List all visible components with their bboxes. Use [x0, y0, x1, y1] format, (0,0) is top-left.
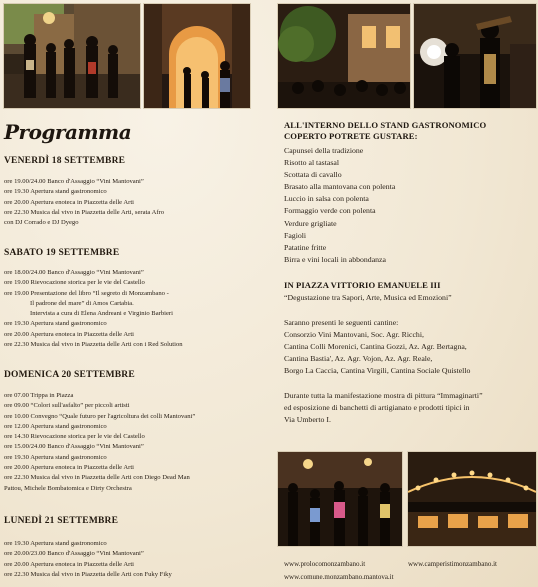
- event-line: ore 22.30 Musica dal vivo in Piazzetta delle Arti, serata Afro: [4, 208, 165, 216]
- cantine-line: Cantina Colli Morenici, Cantina Gozzi, Az. Agr. Bertagna,: [284, 342, 467, 352]
- event-line: Pattou, Michele Bombatomica e Dirty Orchestra: [4, 484, 132, 492]
- menu-item: Risotto al tastasal: [284, 158, 340, 168]
- website-comune[interactable]: www.comune.monzambano.mantova.it: [284, 573, 394, 581]
- event-line: ore 15.00/24.00 Banco d'Assaggio “Vini Mantovani”: [4, 443, 144, 451]
- menu-item: Formaggio verde con polenta: [284, 206, 376, 216]
- event-line: ore 20.00 Apertura enoteca in Piazzetta delle Arti: [4, 464, 134, 472]
- stand-heading-line-1: ALL'INTERNO DELLO STAND GASTRONOMICO: [284, 120, 487, 130]
- menu-item: Scottata di cavallo: [284, 170, 342, 180]
- event-line: ore 20.00/23.00 Banco d'Assaggio “Vini Mantovani”: [4, 550, 144, 558]
- event-line: ore 10.00 Convegno “Quale futuro per l'agricoltura dei colli Mantovani”: [4, 412, 196, 420]
- event-line: ore 07.00 Trippa in Piazza: [4, 392, 74, 399]
- photo-castle-gate-night: [143, 3, 251, 109]
- stand-heading-line-2: COPERTO POTRETE GUSTARE:: [284, 131, 418, 141]
- piazza-heading: IN PIAZZA VITTORIO EMANUELE III: [284, 280, 441, 290]
- photo-live-music: [413, 3, 537, 109]
- event-line: ore 22.30 Musica dal vivo in Piazzetta delle Arti con Fuky Fiky: [4, 570, 172, 578]
- events-domenica: [4, 391, 264, 494]
- menu-item: Fagioli: [284, 230, 307, 240]
- mostra-text: [284, 390, 483, 426]
- website-proloco[interactable]: www.prolocomonzambano.it: [284, 560, 366, 568]
- cantine-line: Borgo La Caccia, Cantina Virgili, Cantina Sociale Quistello: [284, 366, 471, 376]
- event-line: ore 19.30 Apertura stand gastronomico: [4, 188, 107, 196]
- event-line: ore 18.00/24.00 Banco d'Assaggio “Vini Mantovani”: [4, 269, 144, 276]
- event-line: ore 19.30 Apertura stand gastronomico: [4, 540, 107, 547]
- event-line: ore 09.00 “Colori sull'asfalto” per piccoli artisti: [4, 402, 130, 410]
- event-line: ore 19.30 Apertura stand gastronomico: [4, 320, 107, 328]
- day-heading-sabato: SABATO 19 SETTEMBRE: [4, 248, 120, 258]
- menu-item: Capunsei della tradizione: [284, 146, 364, 155]
- event-line: ore 20.00 Apertura enoteca in Piazzetta delle Arti: [4, 330, 134, 338]
- cantine-line: Saranno presenti le seguenti cantine:: [284, 318, 399, 327]
- menu-item: Birra e vini locali in abbondanza: [284, 254, 386, 264]
- event-line: con DJ Corrado e DJ Dyego: [4, 219, 79, 227]
- menu-item: Luccio in salsa con polenta: [284, 194, 369, 204]
- event-line: ore 19.00 Presentazione del libro “Il segreto di Monzambano -: [4, 289, 169, 297]
- day-heading-domenica: DOMENICA 20 SETTEMBRE: [4, 370, 135, 380]
- event-line: ore 19.00/24.00 Banco d'Assaggio “Vini Mantovani”: [4, 178, 144, 185]
- mostra-line: Via Umberto I.: [284, 415, 331, 425]
- events-sabato: [4, 268, 264, 350]
- event-line: ore 22.30 Musica dal vivo in Piazzetta delle Arti con Diego Dead Man: [4, 474, 190, 482]
- piazza-subtitle: “Degustazione tra Sapori, Arte, Musica ed Emozioni”: [284, 293, 452, 302]
- stand-heading: [284, 120, 486, 142]
- photo-medieval-parade: [3, 3, 141, 109]
- mostra-line: ed esposizione di banchetti di artigianato e prodotti tipici in: [284, 403, 470, 413]
- cantine-line: Consorzio Vini Mantovani, Soc. Agr. Ricchi,: [284, 330, 424, 340]
- stand-menu-list: [284, 145, 395, 266]
- menu-item: Patatine fritte: [284, 242, 327, 252]
- events-venerdi: [4, 177, 264, 228]
- photo-castle-tree-crowd: [277, 3, 411, 109]
- event-line: ore 14.30 Rievocazione storica per le vie del Castello: [4, 433, 145, 441]
- mostra-line: Durante tutta la manifestazione mostra di pittura “Immaginarti”: [284, 391, 483, 400]
- event-line: Intervista a cura di Elena Andreani e Virginio Barbieri: [30, 310, 173, 318]
- day-heading-venerdi: VENERDÌ 18 SETTEMBRE: [4, 156, 126, 166]
- menu-item: Brasato alla mantovana con polenta: [284, 182, 396, 192]
- event-line: ore 19.00 Rievocazione storica per le vie del Castello: [4, 279, 145, 287]
- cantine-line: Cantina Bastia', Az. Agr. Vojon, Az. Agr. Reale,: [284, 354, 433, 364]
- day-heading-lunedi: LUNEDÌ 21 SETTEMBRE: [4, 516, 119, 526]
- photo-dancing-crowd: [277, 451, 403, 547]
- website-camperisti[interactable]: www.camperistimonzambano.it: [408, 560, 497, 568]
- photo-night-lights: [407, 451, 537, 547]
- cantine-list: [284, 317, 470, 377]
- events-lunedi: [4, 539, 264, 580]
- menu-item: Verdure grigliate: [284, 218, 337, 228]
- event-line: ore 12.00 Apertura stand gastronomico: [4, 422, 107, 430]
- event-line: ore 22.30 Musica dal vivo in Piazzetta delle Arti con i Red Solution: [4, 341, 183, 349]
- programma-title: Programma: [4, 120, 132, 144]
- event-line: ore 20.00 Apertura enoteca in Piazzetta delle Arti: [4, 560, 134, 568]
- event-line: ore 19.30 Apertura stand gastronomico: [4, 453, 107, 461]
- event-line: Il padrone del mare” di Amos Cartabia.: [30, 299, 134, 307]
- event-line: ore 20.00 Apertura enoteca in Piazzetta delle Arti: [4, 198, 134, 206]
